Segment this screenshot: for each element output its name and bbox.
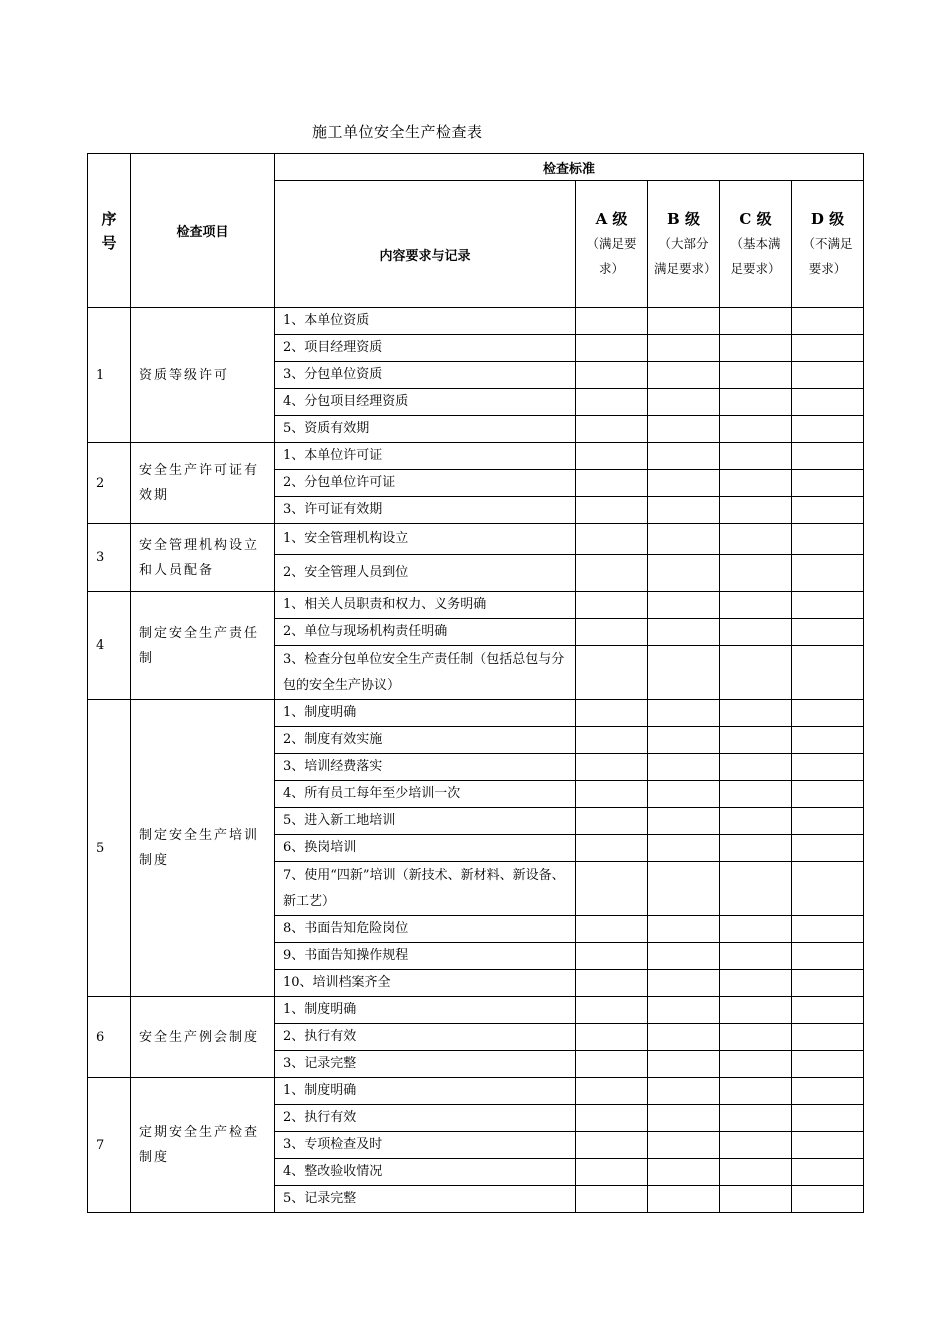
requirement-text: 2、单位与现场机构责任明确	[275, 619, 576, 646]
grade-b-cell[interactable]	[648, 1105, 720, 1132]
requirement-text: 2、分包单位许可证	[275, 470, 576, 497]
grade-d-cell[interactable]	[792, 335, 864, 362]
grade-d-cell[interactable]	[792, 416, 864, 443]
grade-b-cell[interactable]	[648, 308, 720, 335]
inspection-table	[87, 153, 864, 1213]
grade-c-cell[interactable]	[720, 943, 792, 970]
requirement-text: 1、制度明确	[275, 700, 576, 727]
grade-a-cell[interactable]	[576, 592, 648, 619]
grade-b-cell[interactable]	[648, 362, 720, 389]
header-seq-label: 序号	[101, 209, 117, 252]
check-item: 制定安全生产培训制度	[131, 700, 275, 997]
grade-c-cell[interactable]	[720, 362, 792, 389]
grade-d-desc: （不满足要求）	[802, 236, 853, 276]
grade-b-cell[interactable]	[648, 389, 720, 416]
grade-a-cell[interactable]	[576, 1105, 648, 1132]
grade-a-cell[interactable]	[576, 997, 648, 1024]
grade-a-cell[interactable]	[576, 497, 648, 524]
requirement-text: 5、进入新工地培训	[275, 808, 576, 835]
grade-b-cell[interactable]	[648, 1078, 720, 1105]
grade-b-cell[interactable]	[648, 1051, 720, 1078]
header-grade-b	[648, 181, 720, 308]
grade-a-cell[interactable]	[576, 862, 648, 916]
grade-b-cell[interactable]	[648, 997, 720, 1024]
grade-b-cell[interactable]	[648, 862, 720, 916]
grade-b-cell[interactable]	[648, 524, 720, 555]
grade-b-cell[interactable]	[648, 943, 720, 970]
grade-d-cell[interactable]	[792, 1186, 864, 1213]
grade-a-desc: （满足要求）	[586, 236, 637, 276]
requirement-text: 1、制度明确	[275, 997, 576, 1024]
requirement-text: 7、使用“四新”培训（新技术、新材料、新设备、新工艺）	[275, 862, 576, 916]
header-grade-d	[792, 181, 864, 308]
grade-a-cell[interactable]	[576, 555, 648, 592]
grade-c-cell[interactable]	[720, 497, 792, 524]
requirement-text: 2、执行有效	[275, 1024, 576, 1051]
grade-b-cell[interactable]	[648, 335, 720, 362]
grade-a-cell[interactable]	[576, 835, 648, 862]
check-item: 制定安全生产责任制	[131, 592, 275, 700]
grade-a-cell[interactable]	[576, 781, 648, 808]
grade-c-cell[interactable]	[720, 1024, 792, 1051]
table-row	[88, 997, 864, 1024]
group-number: 7	[88, 1078, 131, 1213]
grade-d-cell[interactable]	[792, 916, 864, 943]
grade-d-cell[interactable]	[792, 443, 864, 470]
grade-b-label: B 级	[667, 210, 700, 228]
grade-c-cell[interactable]	[720, 1159, 792, 1186]
grade-c-cell[interactable]	[720, 619, 792, 646]
table-row	[88, 308, 864, 335]
grade-a-cell[interactable]	[576, 1159, 648, 1186]
header-content: 内容要求与记录	[275, 181, 576, 308]
grade-b-cell[interactable]	[648, 619, 720, 646]
grade-c-cell[interactable]	[720, 389, 792, 416]
requirement-text: 3、培训经费落实	[275, 754, 576, 781]
check-item: 定期安全生产检查制度	[131, 1078, 275, 1213]
grade-d-cell[interactable]	[792, 808, 864, 835]
requirement-text: 6、换岗培训	[275, 835, 576, 862]
grade-c-cell[interactable]	[720, 470, 792, 497]
grade-c-cell[interactable]	[720, 443, 792, 470]
requirement-text: 9、书面告知操作规程	[275, 943, 576, 970]
requirement-text: 4、所有员工每年至少培训一次	[275, 781, 576, 808]
grade-a-cell[interactable]	[576, 470, 648, 497]
grade-a-cell[interactable]	[576, 362, 648, 389]
grade-b-cell[interactable]	[648, 470, 720, 497]
requirement-text: 4、整改验收情况	[275, 1159, 576, 1186]
grade-d-cell[interactable]	[792, 524, 864, 555]
grade-a-label: A 级	[595, 210, 628, 228]
requirement-text: 5、资质有效期	[275, 416, 576, 443]
grade-c-cell[interactable]	[720, 335, 792, 362]
requirement-text: 2、制度有效实施	[275, 727, 576, 754]
grade-b-cell[interactable]	[648, 727, 720, 754]
grade-b-cell[interactable]	[648, 1186, 720, 1213]
requirement-text: 3、许可证有效期	[275, 497, 576, 524]
group-number: 6	[88, 997, 131, 1078]
grade-a-cell[interactable]	[576, 416, 648, 443]
check-item: 安全管理机构设立和人员配备	[131, 524, 275, 592]
requirement-text: 1、本单位资质	[275, 308, 576, 335]
grade-a-cell[interactable]	[576, 1051, 648, 1078]
check-item: 安全生产许可证有效期	[131, 443, 275, 524]
grade-d-cell[interactable]	[792, 592, 864, 619]
requirement-text: 1、相关人员职责和权力、义务明确	[275, 592, 576, 619]
requirement-text: 1、安全管理机构设立	[275, 524, 576, 555]
grade-c-cell[interactable]	[720, 1105, 792, 1132]
grade-b-cell[interactable]	[648, 497, 720, 524]
grade-a-cell[interactable]	[576, 808, 648, 835]
grade-c-cell[interactable]	[720, 1186, 792, 1213]
table-row	[88, 700, 864, 727]
requirement-text: 1、本单位许可证	[275, 443, 576, 470]
grade-a-cell[interactable]	[576, 1078, 648, 1105]
grade-a-cell[interactable]	[576, 943, 648, 970]
grade-d-cell[interactable]	[792, 470, 864, 497]
requirement-text: 1、制度明确	[275, 1078, 576, 1105]
grade-b-cell[interactable]	[648, 592, 720, 619]
grade-c-cell[interactable]	[720, 555, 792, 592]
header-seq	[88, 154, 131, 308]
grade-d-cell[interactable]	[792, 754, 864, 781]
grade-c-cell[interactable]	[720, 808, 792, 835]
grade-a-cell[interactable]	[576, 970, 648, 997]
requirement-text: 8、书面告知危险岗位	[275, 916, 576, 943]
grade-c-label: C 级	[739, 210, 772, 228]
grade-b-cell[interactable]	[648, 646, 720, 700]
grade-c-cell[interactable]	[720, 727, 792, 754]
group-number: 2	[88, 443, 131, 524]
table-row	[88, 524, 864, 555]
requirement-text: 10、培训档案齐全	[275, 970, 576, 997]
requirement-text: 3、检查分包单位安全生产责任制（包括总包与分包的安全生产协议）	[275, 646, 576, 700]
header-grade-c	[720, 181, 792, 308]
check-item: 资质等级许可	[131, 308, 275, 443]
header-standard: 检查标准	[275, 154, 864, 181]
grade-a-cell[interactable]	[576, 619, 648, 646]
grade-c-cell[interactable]	[720, 916, 792, 943]
table-row	[88, 443, 864, 470]
group-number: 5	[88, 700, 131, 997]
requirement-text: 2、项目经理资质	[275, 335, 576, 362]
grade-a-cell[interactable]	[576, 443, 648, 470]
grade-c-cell[interactable]	[720, 970, 792, 997]
grade-c-cell[interactable]	[720, 308, 792, 335]
grade-d-cell[interactable]	[792, 1132, 864, 1159]
grade-d-cell[interactable]	[792, 970, 864, 997]
grade-a-cell[interactable]	[576, 1024, 648, 1051]
grade-a-cell[interactable]	[576, 308, 648, 335]
grade-c-cell[interactable]	[720, 997, 792, 1024]
grade-c-desc: （基本满足要求）	[730, 236, 781, 276]
grade-a-cell[interactable]	[576, 727, 648, 754]
grade-b-cell[interactable]	[648, 781, 720, 808]
grade-d-cell[interactable]	[792, 555, 864, 592]
group-number: 3	[88, 524, 131, 592]
grade-c-cell[interactable]	[720, 1078, 792, 1105]
grade-b-cell[interactable]	[648, 916, 720, 943]
grade-a-cell[interactable]	[576, 524, 648, 555]
grade-b-cell[interactable]	[648, 443, 720, 470]
grade-d-cell[interactable]	[792, 389, 864, 416]
grade-d-cell[interactable]	[792, 997, 864, 1024]
check-item: 安全生产例会制度	[131, 997, 275, 1078]
grade-c-cell[interactable]	[720, 781, 792, 808]
grade-c-cell[interactable]	[720, 835, 792, 862]
grade-d-cell[interactable]	[792, 646, 864, 700]
grade-c-cell[interactable]	[720, 1132, 792, 1159]
grade-d-label: D 级	[810, 210, 845, 228]
grade-d-cell[interactable]	[792, 1078, 864, 1105]
table-body	[88, 308, 864, 1213]
grade-d-cell[interactable]	[792, 497, 864, 524]
requirement-text: 2、执行有效	[275, 1105, 576, 1132]
grade-b-cell[interactable]	[648, 1159, 720, 1186]
grade-c-cell[interactable]	[720, 754, 792, 781]
requirement-text: 4、分包项目经理资质	[275, 389, 576, 416]
grade-a-cell[interactable]	[576, 754, 648, 781]
grade-b-cell[interactable]	[648, 700, 720, 727]
requirement-text: 3、专项检查及时	[275, 1132, 576, 1159]
grade-b-cell[interactable]	[648, 555, 720, 592]
grade-d-cell[interactable]	[792, 943, 864, 970]
grade-b-desc: （大部分满足要求）	[654, 236, 717, 276]
grade-c-cell[interactable]	[720, 592, 792, 619]
grade-b-cell[interactable]	[648, 835, 720, 862]
table-row	[88, 1078, 864, 1105]
grade-c-cell[interactable]	[720, 862, 792, 916]
grade-d-cell[interactable]	[792, 835, 864, 862]
table-row	[88, 592, 864, 619]
grade-d-cell[interactable]	[792, 727, 864, 754]
grade-a-cell[interactable]	[576, 389, 648, 416]
requirement-text: 3、记录完整	[275, 1051, 576, 1078]
requirement-text: 5、记录完整	[275, 1186, 576, 1213]
grade-d-cell[interactable]	[792, 1159, 864, 1186]
grade-d-cell[interactable]	[792, 781, 864, 808]
requirement-text: 3、分包单位资质	[275, 362, 576, 389]
grade-d-cell[interactable]	[792, 700, 864, 727]
page-title: 施工单位安全生产检查表	[312, 123, 483, 141]
grade-a-cell[interactable]	[576, 1186, 648, 1213]
grade-d-cell[interactable]	[792, 1051, 864, 1078]
grade-a-cell[interactable]	[576, 916, 648, 943]
group-number: 1	[88, 308, 131, 443]
grade-d-cell[interactable]	[792, 362, 864, 389]
grade-b-cell[interactable]	[648, 754, 720, 781]
grade-c-cell[interactable]	[720, 416, 792, 443]
grade-b-cell[interactable]	[648, 1024, 720, 1051]
grade-b-cell[interactable]	[648, 416, 720, 443]
grade-a-cell[interactable]	[576, 646, 648, 700]
grade-d-cell[interactable]	[792, 308, 864, 335]
grade-b-cell[interactable]	[648, 970, 720, 997]
grade-b-cell[interactable]	[648, 808, 720, 835]
grade-a-cell[interactable]	[576, 1132, 648, 1159]
requirement-text: 2、安全管理人员到位	[275, 555, 576, 592]
header-grade-a	[576, 181, 648, 308]
header-item: 检查项目	[131, 154, 275, 308]
grade-a-cell[interactable]	[576, 700, 648, 727]
grade-c-cell[interactable]	[720, 524, 792, 555]
grade-d-cell[interactable]	[792, 1024, 864, 1051]
grade-d-cell[interactable]	[792, 1105, 864, 1132]
grade-c-cell[interactable]	[720, 1051, 792, 1078]
grade-a-cell[interactable]	[576, 335, 648, 362]
grade-d-cell[interactable]	[792, 619, 864, 646]
grade-b-cell[interactable]	[648, 1132, 720, 1159]
grade-c-cell[interactable]	[720, 700, 792, 727]
grade-c-cell[interactable]	[720, 646, 792, 700]
group-number: 4	[88, 592, 131, 700]
grade-d-cell[interactable]	[792, 862, 864, 916]
